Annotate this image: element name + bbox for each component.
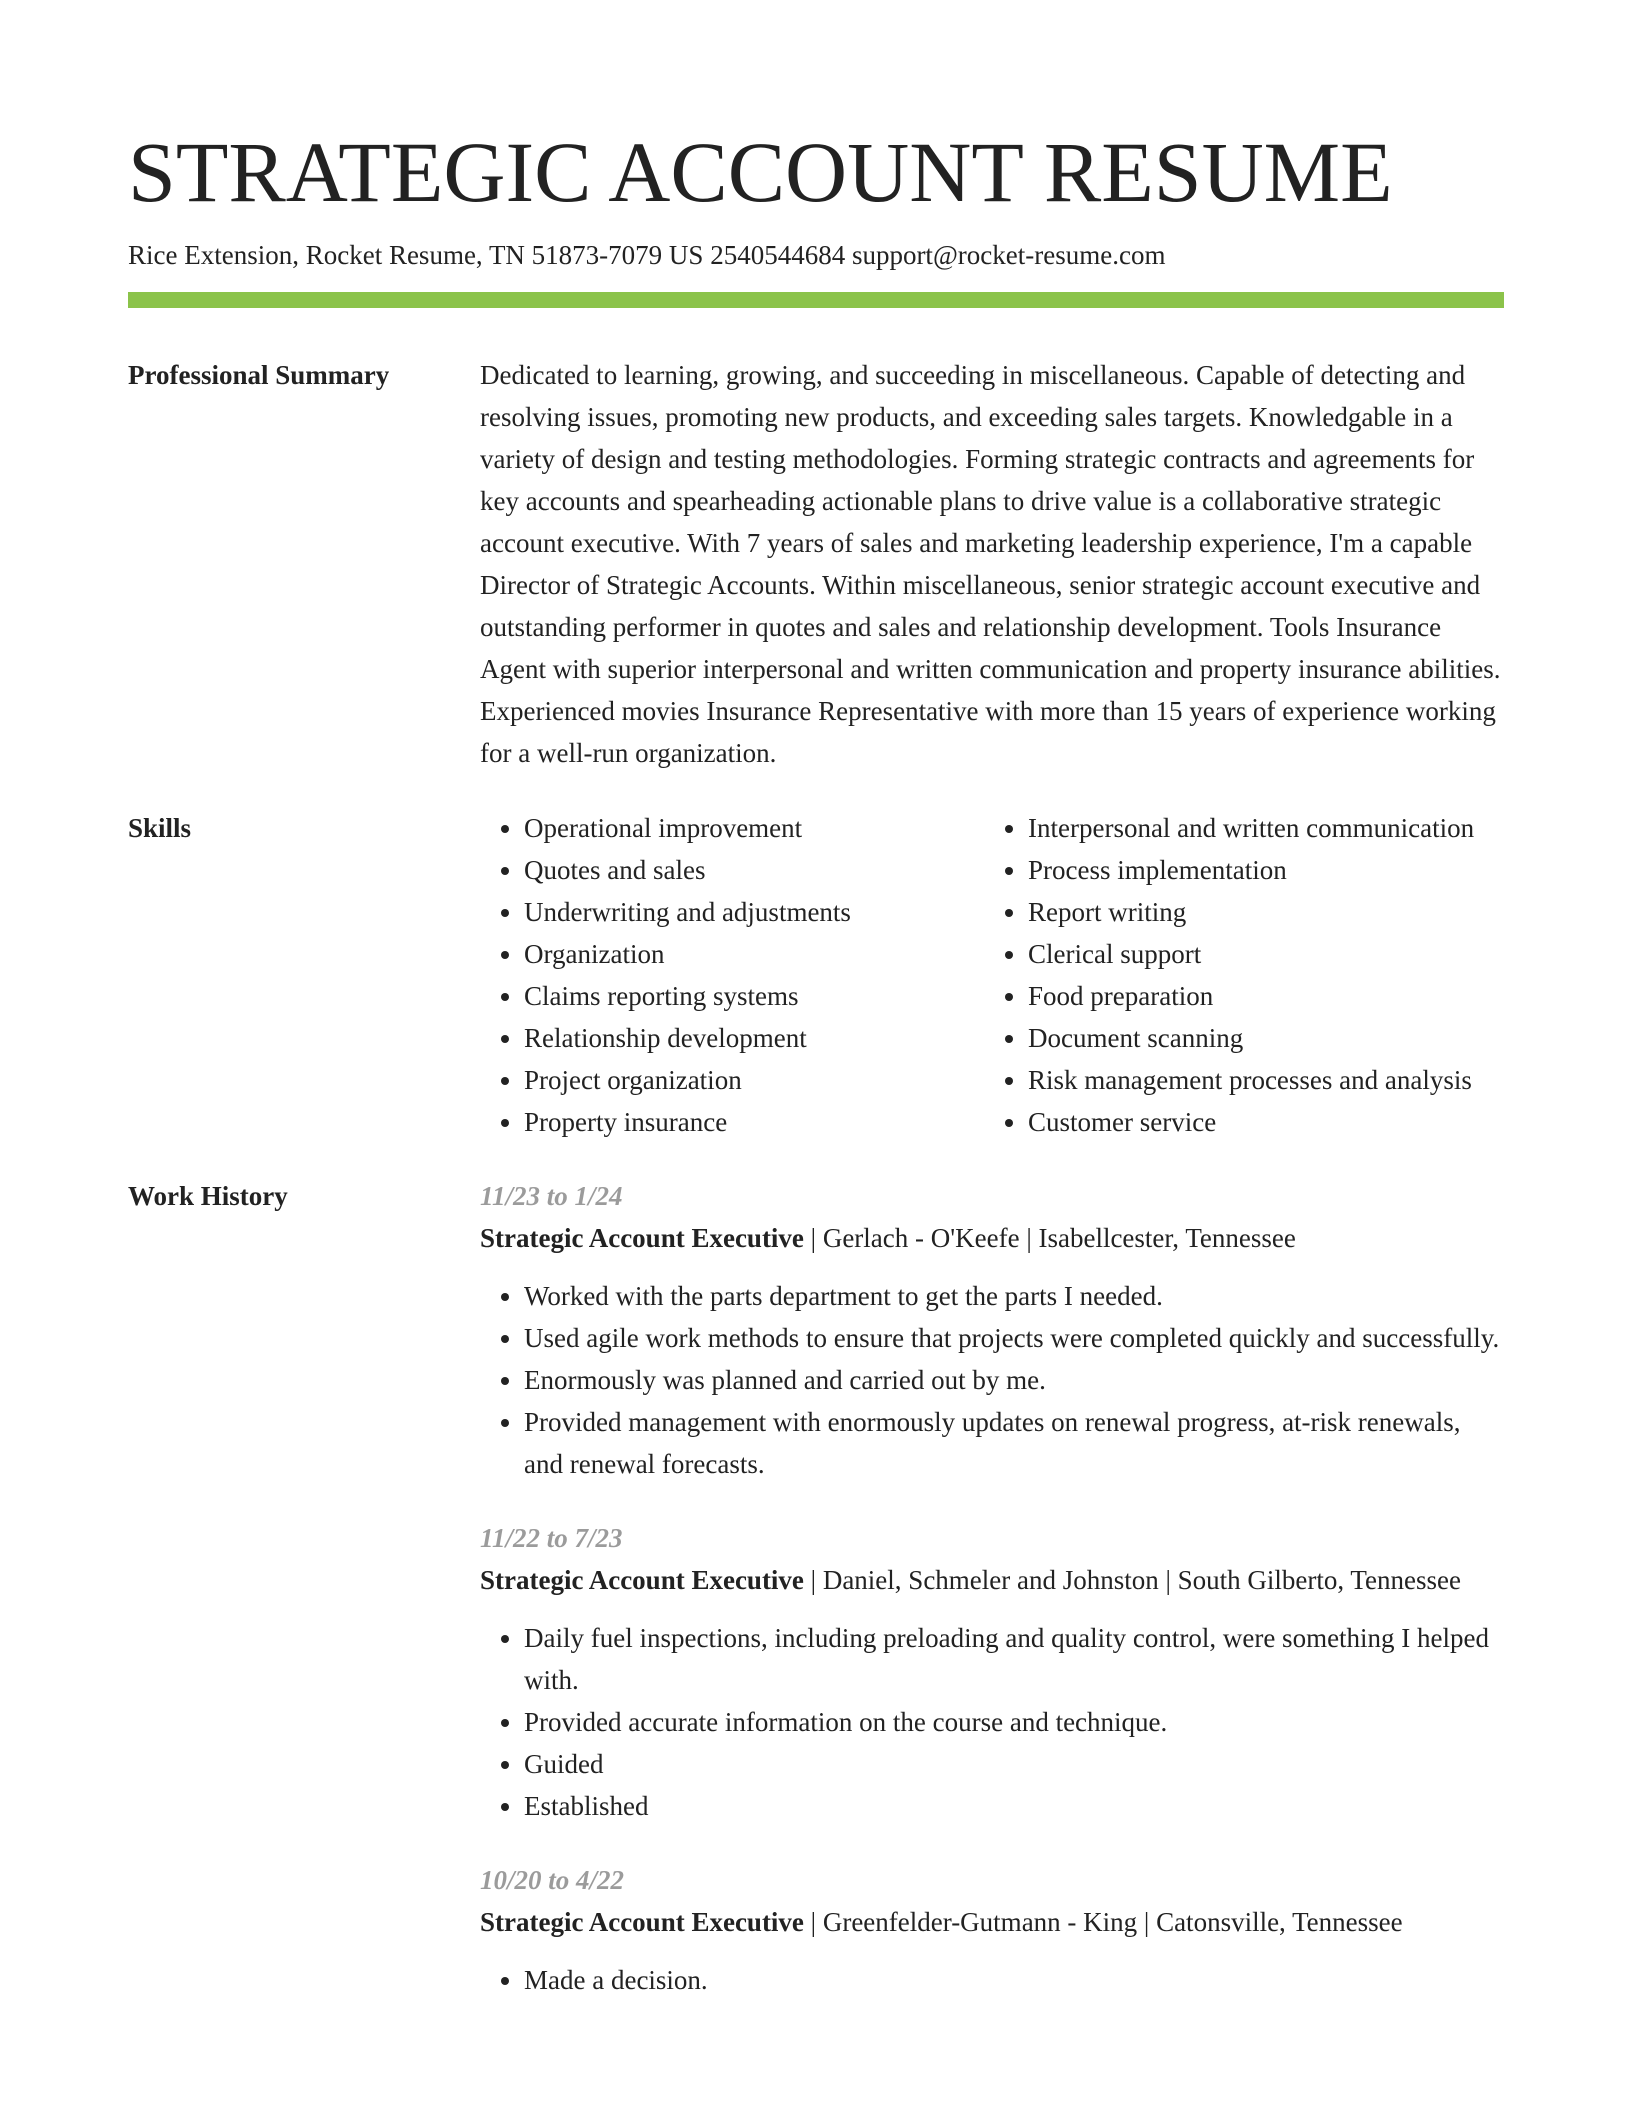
summary-text: Dedicated to learning, growing, and succeeding in miscellaneous. Capable of detecting and resolving issues, promoting new products, and exceeding sales targets. Knowledgable in a variety of design and testing methodologies. Forming strategic contracts and agreements for key accounts and spearheading actionable plans to drive value is a collaborative strategic account executive. With 7 years of sales and marketing leadership experience, I'm a capable Director of Strategic Accounts. Within miscellaneous, senior strategic account executive and outstanding performer in quotes and sales and relationship development. Tools Insurance Agent with superior interpersonal and written communication and property insurance abilities. Experienced movies Insurance Representative with more than 15 years of experience working for a well-run organization.: [480, 360, 1501, 768]
job-bullet: • Enormously was planned and carried out by me.: [524, 1359, 1504, 1401]
job-bullets: [480, 1275, 1504, 1485]
skill-item: • Document scanning: [1028, 1017, 1504, 1059]
skills-list-right: [984, 807, 1504, 1143]
resume-page: [128, 0, 1504, 2033]
header-divider: [128, 292, 1504, 308]
section-title-work: Work History: [128, 1181, 288, 1211]
skill-item: • Food preparation: [1028, 975, 1504, 1017]
job-dates: 11/22 to 7/23: [480, 1523, 623, 1553]
job-details: | Greenfelder-Gutmann - King | Catonsville, Tennessee: [803, 1907, 1403, 1937]
skill-item: • Operational improvement: [524, 807, 984, 849]
skill-item: • Report writing: [1028, 891, 1504, 933]
skill-item: • Property insurance: [524, 1101, 984, 1143]
job-bullet: • Used agile work methods to ensure that projects were completed quickly and successfully.: [524, 1317, 1504, 1359]
job-entry: [480, 1517, 1504, 1827]
job-bullets: [480, 1959, 1504, 2001]
job-bullets: [480, 1617, 1504, 1827]
job-title: Strategic Account Executive: [480, 1565, 804, 1595]
job-heading: [480, 1217, 1504, 1259]
job-heading: [480, 1901, 1504, 1943]
job-details: | Gerlach - O'Keefe | Isabellcester, Tennessee: [803, 1223, 1296, 1253]
section-title-skills: Skills: [128, 813, 192, 843]
skill-item: • Quotes and sales: [524, 849, 984, 891]
job-dates: 11/23 to 1/24: [480, 1181, 623, 1211]
skills-section: [128, 807, 1504, 1143]
job-bullet: • Provided management with enormously updates on renewal progress, at-risk renewals, and renewal forecasts.: [524, 1401, 1504, 1485]
job-entry: [480, 1175, 1504, 1485]
skill-item: • Relationship development: [524, 1017, 984, 1059]
skills-columns: [480, 807, 1504, 1143]
professional-summary-section: [128, 354, 1504, 774]
skill-item: • Underwriting and adjustments: [524, 891, 984, 933]
contact-line: Rice Extension, Rocket Resume, TN 51873-7079 US 2540544684 support@rocket-resume.com: [128, 240, 1166, 270]
skill-item: • Clerical support: [1028, 933, 1504, 975]
job-bullet: • Daily fuel inspections, including preloading and quality control, were something I helped with.: [524, 1617, 1504, 1701]
job-dates: 10/20 to 4/22: [480, 1865, 625, 1895]
summary-body: [480, 354, 1504, 774]
skills-body: [480, 807, 1504, 1143]
job-title: Strategic Account Executive: [480, 1223, 804, 1253]
skill-item: • Claims reporting systems: [524, 975, 984, 1017]
skill-item: • Interpersonal and written communication: [1028, 807, 1504, 849]
skill-item: • Project organization: [524, 1059, 984, 1101]
job-details: | Daniel, Schmeler and Johnston | South Gilberto, Tennessee: [803, 1565, 1461, 1595]
work-body: [480, 1175, 1504, 2033]
job-heading: [480, 1559, 1504, 1601]
skill-item: • Risk management processes and analysis: [1028, 1059, 1504, 1101]
skill-item: • Organization: [524, 933, 984, 975]
job-bullet: • Provided accurate information on the course and technique.: [524, 1701, 1504, 1743]
job-bullet: • Made a decision.: [524, 1959, 1504, 2001]
resume-title: STRATEGIC ACCOUNT RESUME: [128, 124, 1393, 220]
job-entry: [480, 1859, 1504, 2001]
job-bullet: • Established: [524, 1785, 1504, 1827]
work-history-section: [128, 1175, 1504, 2033]
job-bullet: • Worked with the parts department to get the parts I needed.: [524, 1275, 1504, 1317]
job-title: Strategic Account Executive: [480, 1907, 804, 1937]
skill-item: • Customer service: [1028, 1101, 1504, 1143]
job-bullet: • Guided: [524, 1743, 1504, 1785]
skill-item: • Process implementation: [1028, 849, 1504, 891]
section-title-summary: Professional Summary: [128, 360, 390, 390]
skills-list-left: [480, 807, 984, 1143]
